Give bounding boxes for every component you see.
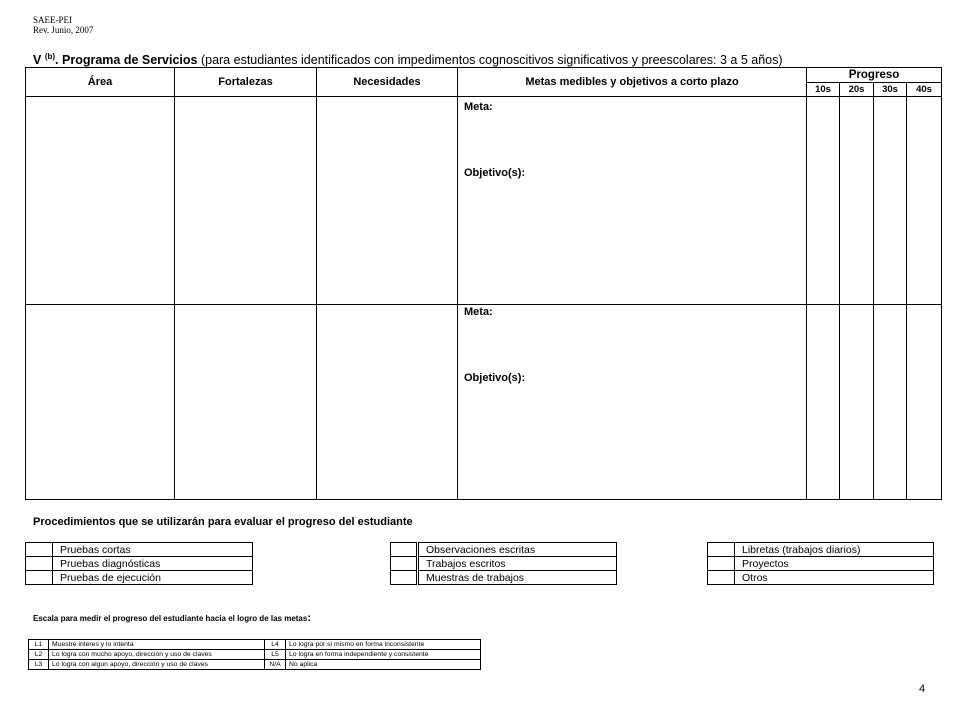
col-header-goals: Metas medibles y objetivos a corto plazo	[458, 68, 807, 97]
progress-cell-40s[interactable]	[907, 305, 942, 500]
strengths-cell[interactable]	[175, 97, 317, 305]
scale-description: Lo logra con algun apoyo, dirección y uso de claves	[49, 660, 265, 670]
procedure-checkbox[interactable]	[391, 557, 418, 571]
scale-description: No aplica	[286, 660, 481, 670]
procedure-checkbox[interactable]	[708, 571, 735, 585]
scale-row	[29, 650, 481, 660]
col-header-area: Área	[26, 68, 175, 97]
goals-cell[interactable]	[458, 305, 807, 500]
procedures-title: Procedimientos que se utilizarán para evaluar el progreso del estudiante	[33, 516, 413, 528]
section-subtitle: (para estudiantes identificados con impedimentos cognoscitivos significativos y preescolares: 3 a 5 años)	[197, 53, 783, 68]
col-header-progress: Progreso	[807, 68, 942, 83]
objective-label: Objetivo(s):	[464, 167, 526, 179]
strengths-cell[interactable]	[175, 305, 317, 500]
col-header-needs: Necesidades	[317, 68, 458, 97]
form-code: SAEE-PEI	[33, 15, 72, 25]
progress-cell-30s[interactable]	[874, 305, 907, 500]
scale-row	[29, 660, 481, 670]
area-cell[interactable]	[26, 305, 175, 500]
services-table	[25, 67, 942, 500]
progress-cell-10s[interactable]	[807, 305, 840, 500]
page-number: 4	[919, 683, 926, 695]
goal-label: Meta:	[464, 306, 493, 318]
procedures-group-3	[707, 542, 934, 585]
scale-row	[29, 640, 481, 650]
procedures-group-1	[25, 542, 253, 585]
progress-col-10s: 10s	[807, 83, 840, 97]
procedures-group-2	[390, 542, 617, 585]
procedure-label: Otros	[735, 571, 934, 585]
procedure-checkbox[interactable]	[26, 557, 53, 571]
procedure-checkbox[interactable]	[708, 543, 735, 557]
progress-cell-20s[interactable]	[840, 305, 874, 500]
scale-description: Lo logra por si mismo en forma inconsistente	[286, 640, 481, 650]
goal-row-2	[26, 305, 942, 500]
scale-title-colon: :	[307, 612, 311, 624]
goal-row-1	[26, 97, 942, 305]
scale-code: L4	[265, 640, 286, 650]
revision-date: Rev. Junio, 2007	[33, 25, 94, 35]
section-numeral: V	[33, 53, 42, 68]
goals-cell[interactable]	[458, 97, 807, 305]
procedure-label: Pruebas diagnósticas	[53, 557, 253, 571]
progress-col-30s: 30s	[874, 83, 907, 97]
col-header-strengths: Fortalezas	[175, 68, 317, 97]
procedure-label: Proyectos	[735, 557, 934, 571]
needs-cell[interactable]	[317, 305, 458, 500]
progress-cell-20s[interactable]	[840, 97, 874, 305]
scale-code: L2	[29, 650, 49, 660]
progress-scale-table	[28, 639, 481, 670]
needs-cell[interactable]	[317, 97, 458, 305]
procedure-checkbox[interactable]	[391, 543, 418, 557]
procedure-checkbox[interactable]	[391, 571, 418, 585]
procedure-checkbox[interactable]	[26, 571, 53, 585]
goal-label: Meta:	[464, 101, 493, 113]
procedure-label: Pruebas cortas	[53, 543, 253, 557]
scale-code: L3	[29, 660, 49, 670]
section-heading: . Programa de Servicios	[55, 53, 198, 68]
objective-label: Objetivo(s):	[464, 372, 526, 384]
progress-cell-40s[interactable]	[907, 97, 942, 305]
progress-cell-30s[interactable]	[874, 97, 907, 305]
procedure-checkbox[interactable]	[26, 543, 53, 557]
procedure-checkbox[interactable]	[708, 557, 735, 571]
scale-code: L1	[29, 640, 49, 650]
scale-description: Lo logra en forma independiente y consistente	[286, 650, 481, 660]
procedure-label: Pruebas de ejecución	[53, 571, 253, 585]
scale-description: Lo logra con mucho apoyo, dirección y uso de claves	[49, 650, 265, 660]
progress-col-40s: 40s	[907, 83, 942, 97]
procedure-label: Observaciones escritas	[418, 543, 617, 557]
section-superscript: (b)	[44, 52, 56, 61]
procedure-label: Libretas (trabajos diarios)	[735, 543, 934, 557]
scale-title-text: Escala para medir el progreso del estudiante hacia el logro de las metas	[33, 614, 308, 623]
scale-title	[33, 612, 311, 624]
progress-cell-10s[interactable]	[807, 97, 840, 305]
area-cell[interactable]	[26, 97, 175, 305]
section-title	[33, 52, 783, 67]
scale-code: N/A	[265, 660, 286, 670]
scale-description: Muestre interes y lo intenta	[49, 640, 265, 650]
procedure-label: Trabajos escritos	[418, 557, 617, 571]
scale-code: L5	[265, 650, 286, 660]
procedure-label: Muestras de trabajos	[418, 571, 617, 585]
progress-col-20s: 20s	[840, 83, 874, 97]
